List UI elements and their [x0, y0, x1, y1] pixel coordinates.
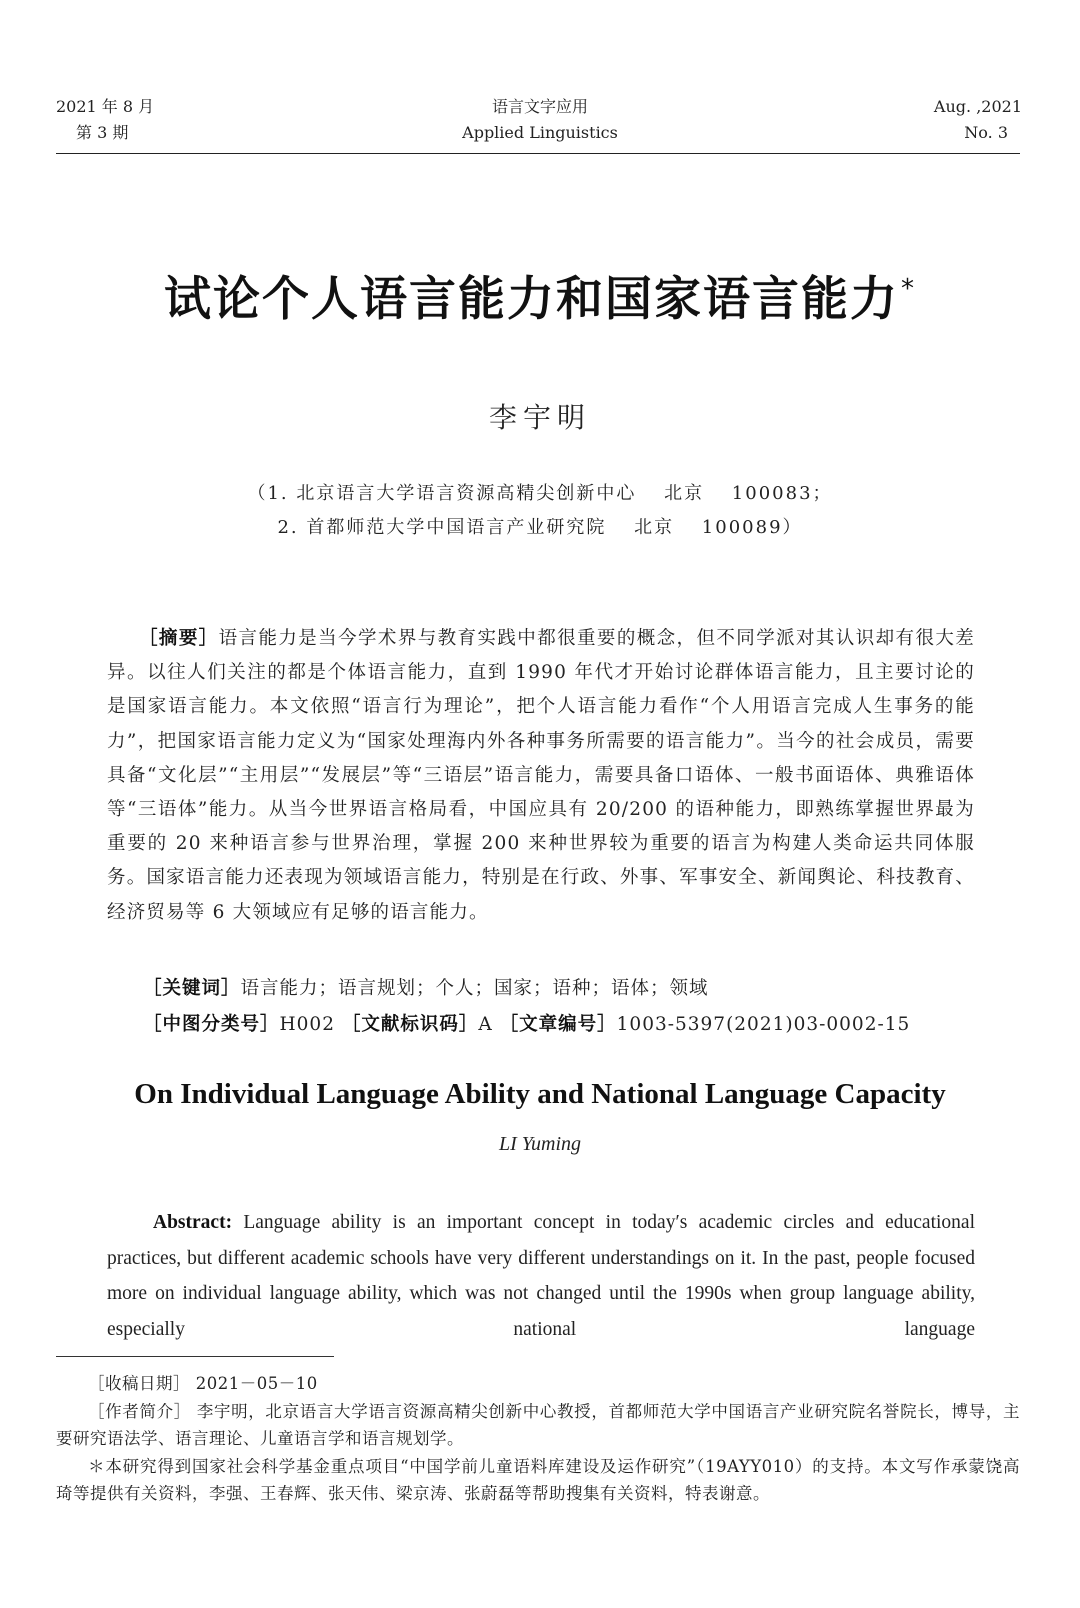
affiliation-2: 2. 首都师范大学中国语言产业研究院 北京 100089） — [277, 517, 803, 538]
classification-line — [143, 1010, 910, 1036]
abstract-en — [107, 1205, 975, 1347]
clc-label: ［中图分类号］ — [143, 1014, 280, 1035]
footnote-author-bio: ［作者简介］ 李宇明，北京语言大学语言资源高精尖创新中心教授，首都师范大学中国语言产业研究院名誉院长，博导，主要研究语法学、语言理论、儿童语言学和语言规划学。 — [56, 1401, 1020, 1448]
author-name: 李宇明 — [488, 401, 591, 434]
affiliation-1: （1. 北京语言大学语言资源高精尖创新中心 北京 100083； — [247, 483, 833, 504]
abstract-en-label: Abstract: — [153, 1212, 233, 1233]
keywords-label: ［关键词］ — [143, 978, 241, 999]
affiliations — [0, 477, 1080, 545]
header-date-en: Aug. ,2021 — [933, 97, 1022, 116]
doc-code-label: ［文献标识码］ — [341, 1014, 479, 1035]
article-number-label: ［文章编号］ — [499, 1014, 617, 1035]
keywords-text: 语言能力；语言规划；个人；国家；语种；语体；领域 — [240, 978, 709, 999]
footnotes — [56, 1370, 1020, 1508]
abstract-cn — [107, 622, 975, 930]
footnote-rule — [56, 1356, 334, 1357]
header-issue-en: No. 3 — [964, 123, 1008, 142]
header-rule — [56, 153, 1020, 154]
header-date-cn: 2021 年 8 月 — [56, 97, 155, 116]
journal-name-cn: 语言文字应用 — [491, 97, 588, 116]
abstract-en-text: Language ability is an important concept in today′s academic circles and educational practices, but different academic schools have very different understandings on it. In the past, people focused more on individual language ability, which was not changed until the 1990s when group language ability, especially national language — [107, 1212, 976, 1340]
footnote-received: ［收稿日期］ 2021－05－10 — [88, 1374, 318, 1393]
abstract-cn-label: ［摘要］ — [139, 628, 219, 649]
title-footnote-mark: * — [901, 274, 916, 304]
keywords-line — [143, 974, 709, 1000]
article-number-value: 1003-5397(2021)03-0002-15 — [616, 1014, 911, 1035]
english-author: LI Yuming — [498, 1133, 582, 1155]
doc-code-value: A — [478, 1014, 493, 1035]
header-issue-cn: 第 3 期 — [76, 123, 129, 142]
journal-name-en: Applied Linguistics — [462, 123, 618, 142]
header-right — [934, 94, 1022, 146]
footnote-funding: ＊本研究得到国家社会科学基金重点项目“中国学前儿童语料库建设及运作研究”（19AYY010）的支持。本文写作承蒙饶高琦等提供有关资料，李强、王春辉、张天伟、梁京涛、张蔚磊等帮助搜集有关资料，特表谢意。 — [56, 1456, 1020, 1503]
abstract-cn-text: 语言能力是当今学术界与教育实践中都很重要的概念，但不同学派对其认识却有很大差异。以往人们关注的都是个体语言能力，直到 1990 年代才开始讨论群体语言能力，且主要讨论的是国家语言能力。本文依照“语言行为理论”，把个人语言能力看作“个人用语言完成人生事务的能力”，把国家语言能力定义为“国家处理海内外各种事务所需要的语言能力”。当今的社会成员，需要具备“文化层”“主用层”“发展层”等“三语层”语言能力，需要具备口语体、一般书面语体、典雅语体等“三语体”能力。从当今世界语言格局看，中国应具有 20/200 的语种能力，即熟练掌握世界最为重要的 20 来种语言参与世界治理，掌握 200 来种世界较为重要的语言为构建人类命运共同体服务。国家语言能力还表现为领域语言能力，特别是在行政、外事、军事安全、新闻舆论、科技教育、经济贸易等 6 大领域应有足够的语言能力。 — [107, 628, 975, 923]
english-title: On Individual Language Ability and National Language Capacity — [134, 1078, 946, 1110]
article-title — [0, 262, 1080, 329]
article-title-text: 试论个人语言能力和国家语言能力 — [164, 272, 899, 327]
header-center — [0, 94, 1080, 146]
clc-value: H002 — [279, 1014, 335, 1035]
